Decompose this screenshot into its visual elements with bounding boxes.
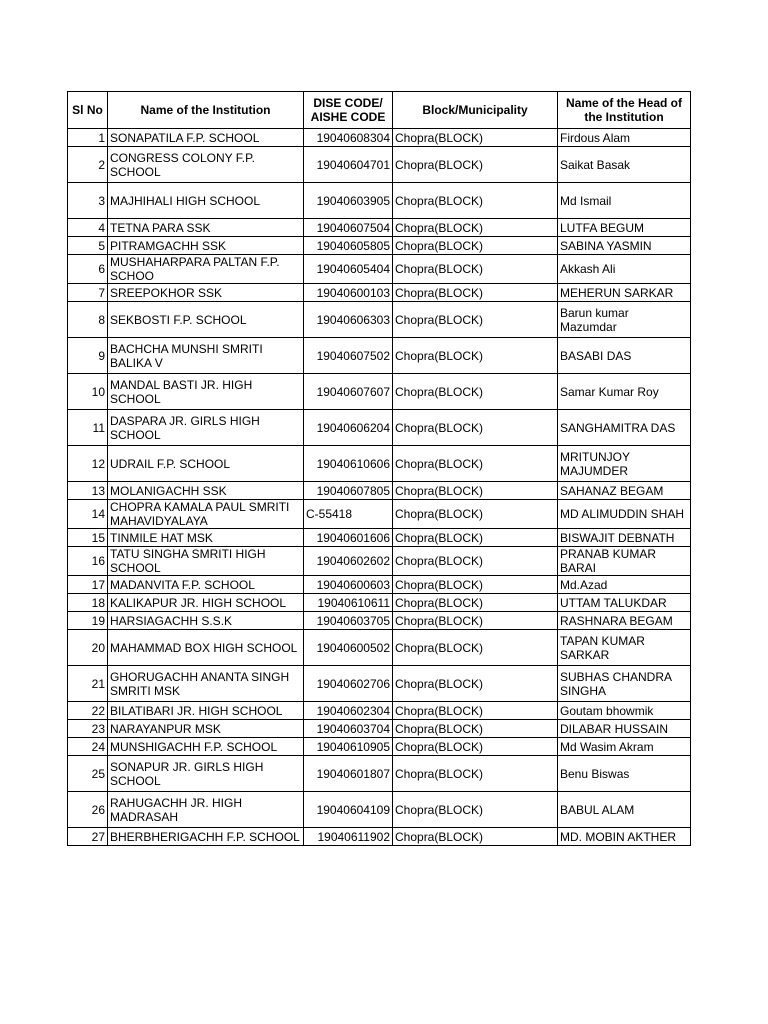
- row-block: Chopra(BLOCK): [393, 547, 558, 576]
- row-head-name: LUTFA BEGUM: [558, 219, 691, 237]
- row-dise-code: 19040600502: [304, 630, 393, 666]
- row-head-name: Goutam bhowmik: [558, 702, 691, 720]
- row-block: Chopra(BLOCK): [393, 720, 558, 738]
- table-row: [68, 255, 691, 284]
- row-sl-no: 23: [68, 720, 108, 738]
- row-institution-name: BILATIBARI JR. HIGH SCHOOL: [108, 702, 304, 720]
- table-row: [68, 183, 691, 219]
- row-block: Chopra(BLOCK): [393, 129, 558, 147]
- row-dise-code: 19040604701: [304, 147, 393, 183]
- row-block: Chopra(BLOCK): [393, 147, 558, 183]
- header-dise-code: DISE CODE/ AISHE CODE: [304, 92, 393, 129]
- row-dise-code: 19040610606: [304, 446, 393, 482]
- row-sl-no: 14: [68, 500, 108, 529]
- row-head-name: Akkash Ali: [558, 255, 691, 284]
- row-head-name: SABINA YASMIN: [558, 237, 691, 255]
- row-head-name: RASHNARA BEGAM: [558, 612, 691, 630]
- row-dise-code: 19040603704: [304, 720, 393, 738]
- row-head-name: Md Wasim Akram: [558, 738, 691, 756]
- row-sl-no: 10: [68, 374, 108, 410]
- table-body: [68, 129, 691, 846]
- row-sl-no: 17: [68, 576, 108, 594]
- row-institution-name: TINMILE HAT MSK: [108, 529, 304, 547]
- row-institution-name: BHERBHERIGACHH F.P. SCHOOL: [108, 828, 304, 846]
- row-block: Chopra(BLOCK): [393, 666, 558, 702]
- row-block: Chopra(BLOCK): [393, 576, 558, 594]
- row-dise-code: 19040607805: [304, 482, 393, 500]
- table-header-row: [68, 92, 691, 129]
- table-row: [68, 828, 691, 846]
- row-sl-no: 3: [68, 183, 108, 219]
- row-institution-name: SONAPATILA F.P. SCHOOL: [108, 129, 304, 147]
- row-dise-code: 19040611902: [304, 828, 393, 846]
- row-head-name: MD ALIMUDDIN SHAH: [558, 500, 691, 529]
- row-dise-code: 19040600103: [304, 284, 393, 302]
- row-dise-code: 19040606204: [304, 410, 393, 446]
- institution-table: [67, 91, 691, 846]
- row-block: Chopra(BLOCK): [393, 219, 558, 237]
- row-sl-no: 27: [68, 828, 108, 846]
- header-sl-no: Sl No: [68, 92, 108, 129]
- row-dise-code: 19040610611: [304, 594, 393, 612]
- table-row: [68, 302, 691, 338]
- table-row: [68, 374, 691, 410]
- row-head-name: Md Ismail: [558, 183, 691, 219]
- table-row: [68, 237, 691, 255]
- row-sl-no: 22: [68, 702, 108, 720]
- table-row: [68, 500, 691, 529]
- row-head-name: Md.Azad: [558, 576, 691, 594]
- row-block: Chopra(BLOCK): [393, 500, 558, 529]
- row-institution-name: KALIKAPUR JR. HIGH SCHOOL: [108, 594, 304, 612]
- table-row: [68, 410, 691, 446]
- row-head-name: MEHERUN SARKAR: [558, 284, 691, 302]
- row-dise-code: 19040600603: [304, 576, 393, 594]
- header-block: Block/Municipality: [393, 92, 558, 129]
- row-institution-name: CONGRESS COLONY F.P. SCHOOL: [108, 147, 304, 183]
- row-head-name: Barun kumar Mazumdar: [558, 302, 691, 338]
- row-block: Chopra(BLOCK): [393, 237, 558, 255]
- row-head-name: TAPAN KUMAR SARKAR: [558, 630, 691, 666]
- row-institution-name: MADANVITA F.P. SCHOOL: [108, 576, 304, 594]
- table-row: [68, 482, 691, 500]
- row-dise-code: 19040601807: [304, 756, 393, 792]
- row-dise-code: 19040604109: [304, 792, 393, 828]
- header-institution-name: Name of the Institution: [108, 92, 304, 129]
- row-sl-no: 24: [68, 738, 108, 756]
- row-sl-no: 16: [68, 547, 108, 576]
- row-sl-no: 7: [68, 284, 108, 302]
- row-block: Chopra(BLOCK): [393, 756, 558, 792]
- row-block: Chopra(BLOCK): [393, 738, 558, 756]
- row-institution-name: MUSHAHARPARA PALTAN F.P. SCHOO: [108, 255, 304, 284]
- row-block: Chopra(BLOCK): [393, 529, 558, 547]
- table-row: [68, 612, 691, 630]
- row-head-name: SAHANAZ BEGAM: [558, 482, 691, 500]
- row-block: Chopra(BLOCK): [393, 482, 558, 500]
- table-row: [68, 720, 691, 738]
- row-institution-name: RAHUGACHH JR. HIGH MADRASAH: [108, 792, 304, 828]
- row-institution-name: DASPARA JR. GIRLS HIGH SCHOOL: [108, 410, 304, 446]
- row-sl-no: 19: [68, 612, 108, 630]
- row-institution-name: BACHCHA MUNSHI SMRITI BALIKA V: [108, 338, 304, 374]
- row-head-name: Benu Biswas: [558, 756, 691, 792]
- row-sl-no: 25: [68, 756, 108, 792]
- row-sl-no: 6: [68, 255, 108, 284]
- table-row: [68, 576, 691, 594]
- row-block: Chopra(BLOCK): [393, 828, 558, 846]
- row-sl-no: 4: [68, 219, 108, 237]
- table-row: [68, 147, 691, 183]
- row-dise-code: 19040603905: [304, 183, 393, 219]
- row-institution-name: MANDAL BASTI JR. HIGH SCHOOL: [108, 374, 304, 410]
- row-institution-name: SONAPUR JR. GIRLS HIGH SCHOOL: [108, 756, 304, 792]
- table-row: [68, 738, 691, 756]
- row-institution-name: MAJHIHALI HIGH SCHOOL: [108, 183, 304, 219]
- row-block: Chopra(BLOCK): [393, 594, 558, 612]
- row-block: Chopra(BLOCK): [393, 702, 558, 720]
- row-head-name: MD. MOBIN AKTHER: [558, 828, 691, 846]
- row-dise-code: 19040601606: [304, 529, 393, 547]
- row-dise-code: 19040608304: [304, 129, 393, 147]
- table-row: [68, 547, 691, 576]
- row-head-name: BABUL ALAM: [558, 792, 691, 828]
- row-institution-name: MOLANIGACHH SSK: [108, 482, 304, 500]
- table-row: [68, 666, 691, 702]
- row-sl-no: 18: [68, 594, 108, 612]
- row-institution-name: SEKBOSTI F.P. SCHOOL: [108, 302, 304, 338]
- row-dise-code: 19040607607: [304, 374, 393, 410]
- row-institution-name: HARSIAGACHH S.S.K: [108, 612, 304, 630]
- row-sl-no: 12: [68, 446, 108, 482]
- row-head-name: BASABI DAS: [558, 338, 691, 374]
- row-head-name: PRANAB KUMAR BARAI: [558, 547, 691, 576]
- table-row: [68, 594, 691, 612]
- table-row: [68, 792, 691, 828]
- row-institution-name: PITRAMGACHH SSK: [108, 237, 304, 255]
- row-dise-code: 19040607502: [304, 338, 393, 374]
- row-head-name: UTTAM TALUKDAR: [558, 594, 691, 612]
- header-head-name: Name of the Head of the Institution: [558, 92, 691, 129]
- row-dise-code: 19040602304: [304, 702, 393, 720]
- row-sl-no: 5: [68, 237, 108, 255]
- row-institution-name: UDRAIL F.P. SCHOOL: [108, 446, 304, 482]
- table-row: [68, 756, 691, 792]
- row-institution-name: GHORUGACHH ANANTA SINGH SMRITI MSK: [108, 666, 304, 702]
- row-head-name: DILABAR HUSSAIN: [558, 720, 691, 738]
- row-sl-no: 21: [68, 666, 108, 702]
- row-block: Chopra(BLOCK): [393, 410, 558, 446]
- row-block: Chopra(BLOCK): [393, 612, 558, 630]
- row-institution-name: TATU SINGHA SMRITI HIGH SCHOOL: [108, 547, 304, 576]
- table-row: [68, 284, 691, 302]
- row-dise-code: 19040605805: [304, 237, 393, 255]
- row-dise-code: 19040607504: [304, 219, 393, 237]
- row-dise-code: C-55418: [304, 500, 393, 529]
- row-block: Chopra(BLOCK): [393, 446, 558, 482]
- row-dise-code: 19040610905: [304, 738, 393, 756]
- row-dise-code: 19040602602: [304, 547, 393, 576]
- table-row: [68, 702, 691, 720]
- row-block: Chopra(BLOCK): [393, 183, 558, 219]
- row-sl-no: 20: [68, 630, 108, 666]
- table-row: [68, 446, 691, 482]
- row-institution-name: SREEPOKHOR SSK: [108, 284, 304, 302]
- row-institution-name: CHOPRA KAMALA PAUL SMRITI MAHAVIDYALAYA: [108, 500, 304, 529]
- row-institution-name: MAHAMMAD BOX HIGH SCHOOL: [108, 630, 304, 666]
- row-head-name: Saikat Basak: [558, 147, 691, 183]
- table-row: [68, 338, 691, 374]
- row-sl-no: 15: [68, 529, 108, 547]
- row-head-name: Samar Kumar Roy: [558, 374, 691, 410]
- row-sl-no: 2: [68, 147, 108, 183]
- table-row: [68, 529, 691, 547]
- row-dise-code: 19040606303: [304, 302, 393, 338]
- row-sl-no: 1: [68, 129, 108, 147]
- table-row: [68, 630, 691, 666]
- row-sl-no: 13: [68, 482, 108, 500]
- table-row: [68, 129, 691, 147]
- row-block: Chopra(BLOCK): [393, 255, 558, 284]
- row-block: Chopra(BLOCK): [393, 374, 558, 410]
- table-row: [68, 219, 691, 237]
- row-dise-code: 19040605404: [304, 255, 393, 284]
- row-block: Chopra(BLOCK): [393, 792, 558, 828]
- row-block: Chopra(BLOCK): [393, 302, 558, 338]
- row-head-name: SUBHAS CHANDRA SINGHA: [558, 666, 691, 702]
- row-institution-name: NARAYANPUR MSK: [108, 720, 304, 738]
- row-block: Chopra(BLOCK): [393, 284, 558, 302]
- row-sl-no: 11: [68, 410, 108, 446]
- row-sl-no: 9: [68, 338, 108, 374]
- row-head-name: SANGHAMITRA DAS: [558, 410, 691, 446]
- row-institution-name: MUNSHIGACHH F.P. SCHOOL: [108, 738, 304, 756]
- row-sl-no: 26: [68, 792, 108, 828]
- row-dise-code: 19040602706: [304, 666, 393, 702]
- row-head-name: MRITUNJOY MAJUMDER: [558, 446, 691, 482]
- row-head-name: BISWAJIT DEBNATH: [558, 529, 691, 547]
- row-dise-code: 19040603705: [304, 612, 393, 630]
- row-block: Chopra(BLOCK): [393, 630, 558, 666]
- row-sl-no: 8: [68, 302, 108, 338]
- row-institution-name: TETNA PARA SSK: [108, 219, 304, 237]
- row-head-name: Firdous Alam: [558, 129, 691, 147]
- row-block: Chopra(BLOCK): [393, 338, 558, 374]
